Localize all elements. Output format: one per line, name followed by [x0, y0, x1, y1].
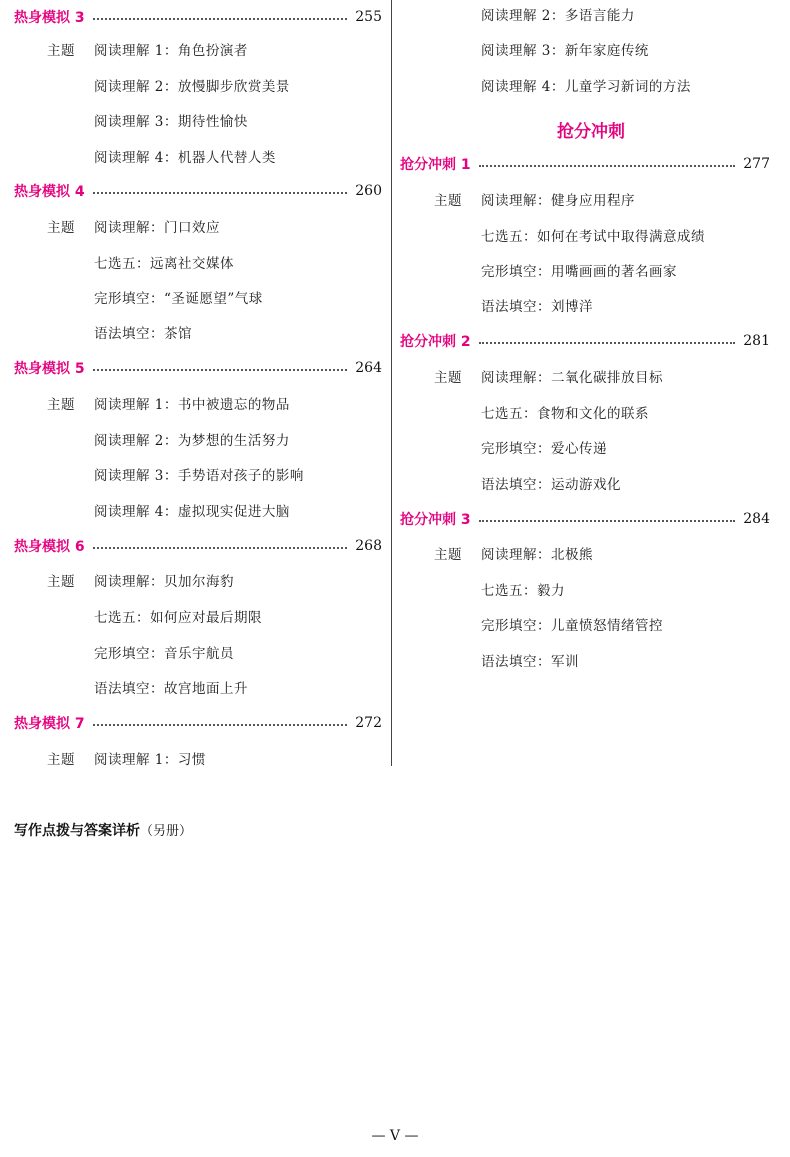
toc-item[interactable] [481, 436, 607, 458]
toc-item[interactable] [94, 321, 192, 343]
toc-section-header[interactable] [400, 152, 770, 176]
section-title: 热身模拟 6 [14, 539, 85, 555]
section-title: 抢分冲刺 2 [400, 334, 471, 350]
section-page: 268 [355, 538, 382, 554]
item-text: 七选五：远离社交媒体 [94, 256, 234, 272]
item-text: 阅读理解 2：多语言能力 [481, 8, 635, 24]
item-text: 阅读理解 4：机器人代替人类 [94, 150, 276, 166]
section-page: 264 [355, 360, 382, 376]
topic-label: 主题 [47, 220, 75, 236]
supplement-note[interactable] [14, 820, 192, 840]
toc-item[interactable] [481, 259, 677, 281]
toc-item[interactable] [481, 613, 663, 635]
item-text: 七选五：食物和文化的联系 [481, 406, 649, 422]
item-text: 阅读理解 2：为梦想的生活努力 [94, 433, 290, 449]
item-text: 语法填空：军训 [481, 654, 579, 670]
item-text: 阅读理解 3：新年家庭传统 [481, 43, 649, 59]
topic-label: 主题 [47, 43, 75, 59]
toc-item[interactable] [94, 428, 290, 450]
page-number: — V — [371, 1128, 419, 1144]
toc-section-header[interactable] [14, 356, 382, 380]
toc-item[interactable] [94, 605, 262, 627]
item-text: 七选五：毅力 [481, 583, 565, 599]
item-text: 阅读理解 2：放慢脚步欣赏美景 [94, 79, 290, 95]
toc-section-header[interactable] [14, 534, 382, 558]
toc-item[interactable] [47, 392, 290, 414]
column-divider [391, 0, 392, 766]
item-text: 阅读理解 4：虚拟现实促进大脑 [94, 504, 290, 520]
toc-section-header[interactable] [14, 5, 382, 29]
section-title: 热身模拟 7 [14, 716, 85, 732]
toc-item[interactable] [94, 641, 234, 663]
toc-item[interactable] [481, 38, 649, 60]
toc-item[interactable] [481, 224, 705, 246]
section-page: 284 [743, 511, 770, 527]
toc-item[interactable] [94, 676, 248, 698]
toc-item[interactable] [481, 74, 691, 96]
toc-item[interactable] [94, 109, 248, 131]
toc-item[interactable] [94, 74, 290, 96]
section-page: 277 [743, 156, 770, 172]
topic-label: 主题 [47, 574, 75, 590]
item-text: 完形填空：儿童愤怒情绪管控 [481, 618, 663, 634]
item-text: 语法填空：茶馆 [94, 326, 192, 342]
item-text: 完形填空：爱心传递 [481, 441, 607, 457]
toc-item[interactable] [47, 569, 234, 591]
topic-label: 主题 [47, 752, 75, 768]
item-text: 阅读理解 4：儿童学习新词的方法 [481, 79, 691, 95]
section-page: 272 [355, 715, 382, 731]
toc-item[interactable] [47, 38, 248, 60]
leader-dots [479, 165, 736, 167]
leader-dots [93, 369, 348, 371]
item-text: 阅读理解：二氧化碳排放目标 [481, 370, 663, 386]
supplement-subnote: （另册） [140, 824, 193, 839]
toc-item[interactable] [47, 747, 206, 769]
leader-dots [479, 520, 736, 522]
toc-item[interactable] [481, 649, 579, 671]
section-title: 热身模拟 5 [14, 361, 85, 377]
item-text: 阅读理解：贝加尔海豹 [94, 574, 234, 590]
item-text: 阅读理解：健身应用程序 [481, 193, 635, 209]
toc-item[interactable] [434, 188, 635, 210]
item-text: 语法填空：运动游戏化 [481, 477, 621, 493]
section-page: 260 [355, 183, 382, 199]
section-title: 热身模拟 3 [14, 10, 85, 26]
item-text: 完形填空：用嘴画画的著名画家 [481, 264, 677, 280]
toc-item[interactable] [94, 145, 276, 167]
toc-item[interactable] [481, 578, 565, 600]
item-text: 完形填空：音乐宇航员 [94, 646, 234, 662]
toc-item[interactable] [481, 472, 621, 494]
leader-dots [479, 342, 736, 344]
leader-dots [93, 192, 348, 194]
item-text: 语法填空：故宫地面上升 [94, 681, 248, 697]
item-text: 语法填空：刘博洋 [481, 299, 593, 315]
item-text: 阅读理解 3：期待性愉快 [94, 114, 248, 130]
item-text: 阅读理解 3：手势语对孩子的影响 [94, 468, 304, 484]
part-heading: 抢分冲刺 [557, 122, 625, 142]
item-text: 阅读理解：北极熊 [481, 547, 593, 563]
toc-item[interactable] [481, 401, 649, 423]
leader-dots [93, 18, 348, 20]
leader-dots [93, 547, 348, 549]
toc-item[interactable] [434, 365, 663, 387]
toc-section-header[interactable] [400, 329, 770, 353]
leader-dots [93, 724, 348, 726]
toc-item[interactable] [47, 215, 220, 237]
topic-label: 主题 [47, 397, 75, 413]
item-text: 阅读理解 1：习惯 [94, 752, 206, 768]
topic-label: 主题 [434, 547, 462, 563]
toc-item[interactable] [434, 542, 593, 564]
section-title: 抢分冲刺 1 [400, 157, 471, 173]
toc-item[interactable] [481, 3, 635, 25]
item-text: 阅读理解：门口效应 [94, 220, 220, 236]
item-text: 七选五：如何在考试中取得满意成绩 [481, 229, 705, 245]
section-title: 热身模拟 4 [14, 184, 85, 200]
item-text: 七选五：如何应对最后期限 [94, 610, 262, 626]
item-text: 阅读理解 1：书中被遗忘的物品 [94, 397, 290, 413]
toc-section-header[interactable] [14, 179, 382, 203]
toc-section-header[interactable] [14, 711, 382, 735]
item-text: 完形填空：“圣诞愿望”气球 [94, 291, 263, 307]
topic-label: 主题 [434, 370, 462, 386]
toc-item[interactable] [94, 499, 290, 521]
section-title: 抢分冲刺 3 [400, 512, 471, 528]
toc-item[interactable] [481, 294, 593, 316]
item-text: 阅读理解 1：角色扮演者 [94, 43, 248, 59]
supplement-title: 写作点拨与答案详析 [14, 823, 140, 839]
toc-item[interactable] [94, 286, 263, 308]
toc-section-header[interactable] [400, 507, 770, 531]
toc-item[interactable] [94, 251, 234, 273]
toc-item[interactable] [94, 463, 304, 485]
section-page: 281 [743, 333, 770, 349]
topic-label: 主题 [434, 193, 462, 209]
section-page: 255 [355, 9, 382, 25]
